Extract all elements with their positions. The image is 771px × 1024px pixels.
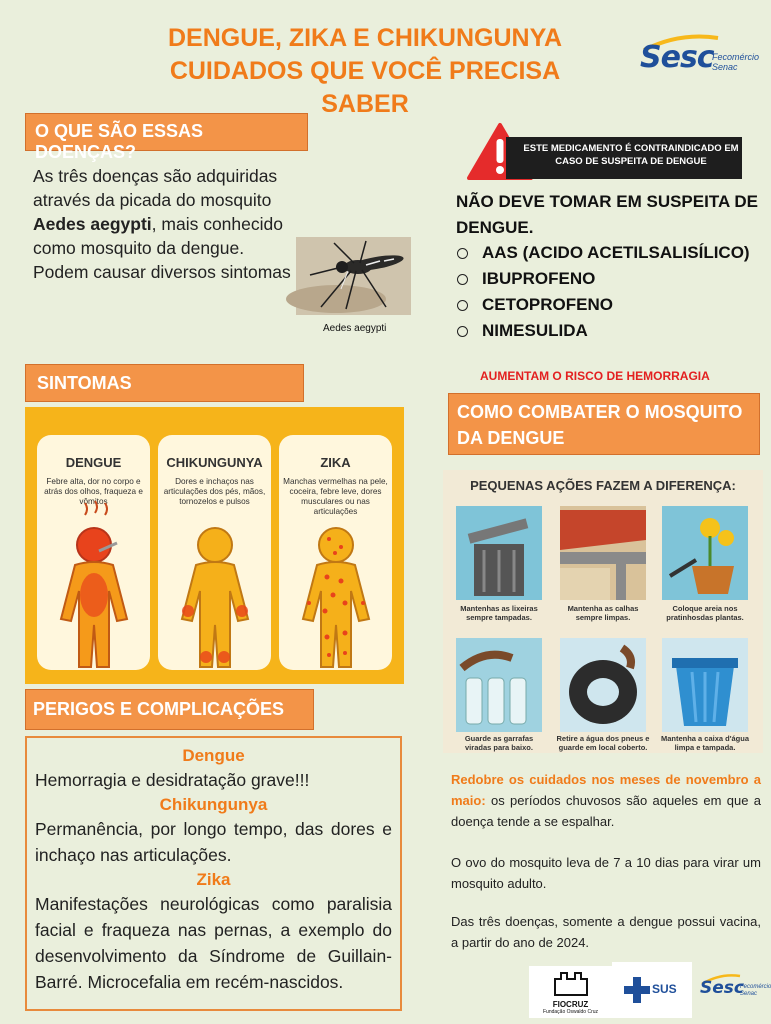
sesc-footer-sub (740, 984, 771, 998)
circle-bullet-icon (457, 300, 468, 311)
tile-caption: Mantenha as calhas sempre limpas. (567, 604, 639, 622)
sesc-logo-sub-2: Senac (712, 62, 738, 72)
what-line-2: através da picada do mosquito (33, 190, 272, 210)
dangers-box (25, 736, 402, 1011)
fiocruz-name: FIOCRUZ (552, 1000, 589, 1009)
combat-panel (443, 470, 763, 753)
warning-line-2: CASO DE SUSPEITA DE DENGUE (555, 156, 707, 167)
page-title (130, 22, 600, 121)
symptom-card-dengue (37, 435, 150, 670)
sus-cross-icon (624, 977, 650, 1003)
tile-caption: Coloque areia nos pratinhosdas plantas. (666, 604, 744, 622)
tile-caption: Mantenhas as lixeiras sempre tampadas. (460, 604, 538, 622)
trash-bin-icon (456, 506, 542, 600)
aedes-bold: Aedes aegypti (33, 214, 152, 234)
zika-text: Manifestações neurológicas como paralisia facial e fraqueza nas pernas, a exemplo do desenvolvimento da Síndrome de Guillain-Barré. Microcefalia em recém-nascidos. (35, 894, 392, 992)
drug-list (456, 240, 750, 344)
fiocruz-logo (529, 966, 612, 1018)
drug-name: NIMESULIDA (482, 321, 588, 340)
drug-name: CETOPROFENO (482, 295, 613, 314)
section-what-heading: O QUE SÃO ESSAS DOENÇAS? (25, 113, 308, 151)
chikungunya-subtitle: Chikungunya (159, 795, 268, 814)
fiocruz-sub: Fundação Oswaldo Cruz (542, 1009, 599, 1015)
combat-panel-title: PEQUENAS AÇÕES FAZEM A DIFERENÇA: (470, 478, 736, 493)
note-highlight: Redobre os cuidados nos meses de novembro a maio: (451, 772, 761, 808)
symptom-card-zika (279, 435, 392, 670)
dengue-text: Hemorragia e desidratação grave!!! (35, 770, 310, 790)
dangers-heading: PERIGOS E COMPLICAÇÕES (25, 689, 314, 730)
circle-bullet-icon (457, 248, 468, 259)
symptoms-heading: SINTOMAS (25, 364, 304, 402)
circle-bullet-icon (457, 274, 468, 285)
symptom-title: DENGUE (65, 455, 122, 470)
dengue-subtitle: Dengue (182, 746, 245, 765)
sesc-footer-sub-1: Fecomércio (740, 984, 771, 990)
person-rash-icon (279, 507, 392, 677)
symptom-card-chikungunya (158, 435, 271, 670)
title-line-1: DENGUE, ZIKA E CHIKUNGUNYA (167, 24, 563, 52)
mosquito-caption: Aedes aegypti (323, 323, 387, 334)
sesc-logo-text: Sesc (640, 40, 714, 75)
tire-icon (560, 638, 646, 732)
flower-pot-icon (662, 506, 748, 600)
symptom-title: ZIKA (320, 455, 351, 470)
drug-name: IBUPROFENO (482, 269, 596, 288)
tile-caption: Guarde as garrafas viradas para baixo. (464, 734, 534, 752)
fiocruz-castle-icon (551, 969, 591, 995)
tile-caption: Mantenha a caixa d'água limpa e tampada. (660, 734, 750, 752)
list-item (456, 266, 750, 292)
sesc-footer-text: Sesc (700, 978, 744, 998)
sesc-footer-logo (700, 972, 771, 1012)
chikungunya-text: Permanência, por longo tempo, das dores e inchaço nas articulações. (35, 819, 392, 865)
symptom-desc: Dores e inchaços nas articulações dos pés, mãos, tornozelos e pulsos (163, 477, 266, 506)
bottles-icon (456, 638, 542, 732)
what-line-3 (33, 212, 298, 236)
drug-headline (456, 189, 758, 241)
sus-logo (612, 962, 692, 1018)
combat-heading-1: COMO COMBATER O MOSQUITO (457, 402, 743, 422)
warning-banner (506, 137, 742, 179)
symptom-desc: Manchas vermelhas na pele, coceira, febre leve, dores musculares ou nas articulações (283, 477, 388, 516)
symptom-desc: Febre alta, dor no corpo e atrás dos olhos, fraqueza e vômitos (44, 477, 143, 506)
sus-text: SUS (652, 982, 677, 996)
zika-subtitle: Zika (196, 870, 231, 889)
symptoms-panel (25, 407, 404, 684)
what-line-1: As três doenças são adquiridas (33, 166, 278, 186)
note-egg-cycle: O ovo do mosquito leva de 7 a 10 dias para virar um mosquito adulto. (451, 855, 761, 891)
water-tank-icon (662, 638, 748, 732)
list-item (456, 240, 750, 266)
circle-bullet-icon (457, 326, 468, 337)
drug-headline-1: NÃO DEVE TOMAR EM SUSPEITA DE (456, 192, 758, 211)
what-line-3-rest: , mais conhecido (151, 214, 283, 234)
person-fever-icon (37, 507, 150, 677)
mosquito-photo (296, 237, 411, 315)
combat-heading-2: DA DENGUE (457, 428, 565, 448)
warning-line-1: ESTE MEDICAMENTO É CONTRAINDICADO EM (523, 143, 739, 154)
tile-caption: Retire a água dos pneus e guarde em local coberto. (556, 734, 650, 752)
note-rest: os períodos chuvosos são aqueles em que a doença tende a se espalhar. (451, 793, 761, 829)
what-line-5: Podem causar diversos sintomas (33, 262, 291, 282)
list-item (456, 318, 750, 344)
note-rainy-season (451, 769, 761, 832)
gutter-icon (560, 506, 646, 600)
note-vaccine: Das três doenças, somente a dengue possui vacina, a partir do ano de 2024. (451, 914, 761, 950)
section-what-text (33, 164, 298, 284)
what-line-4: como mosquito da dengue. (33, 238, 245, 258)
drug-headline-2: DENGUE. (456, 218, 534, 237)
title-line-2: CUIDADOS QUE VOCÊ PRECISA SABER (169, 57, 561, 118)
combat-heading (448, 393, 760, 455)
symptom-title: CHIKUNGUNYA (166, 455, 263, 470)
person-joint-pain-icon (158, 507, 271, 677)
sesc-footer-sub-2: Senac (740, 991, 758, 997)
sesc-logo-sub-1: Fecomércio (712, 52, 760, 62)
list-item (456, 292, 750, 318)
sesc-logo (640, 30, 760, 80)
hemorrhage-risk-note: AUMENTAM O RISCO DE HEMORRAGIA (480, 369, 710, 383)
mosquito-icon (296, 237, 411, 315)
sesc-logo-sub (712, 52, 759, 72)
drug-name: AAS (ACIDO ACETILSALISÍLICO) (482, 243, 750, 262)
